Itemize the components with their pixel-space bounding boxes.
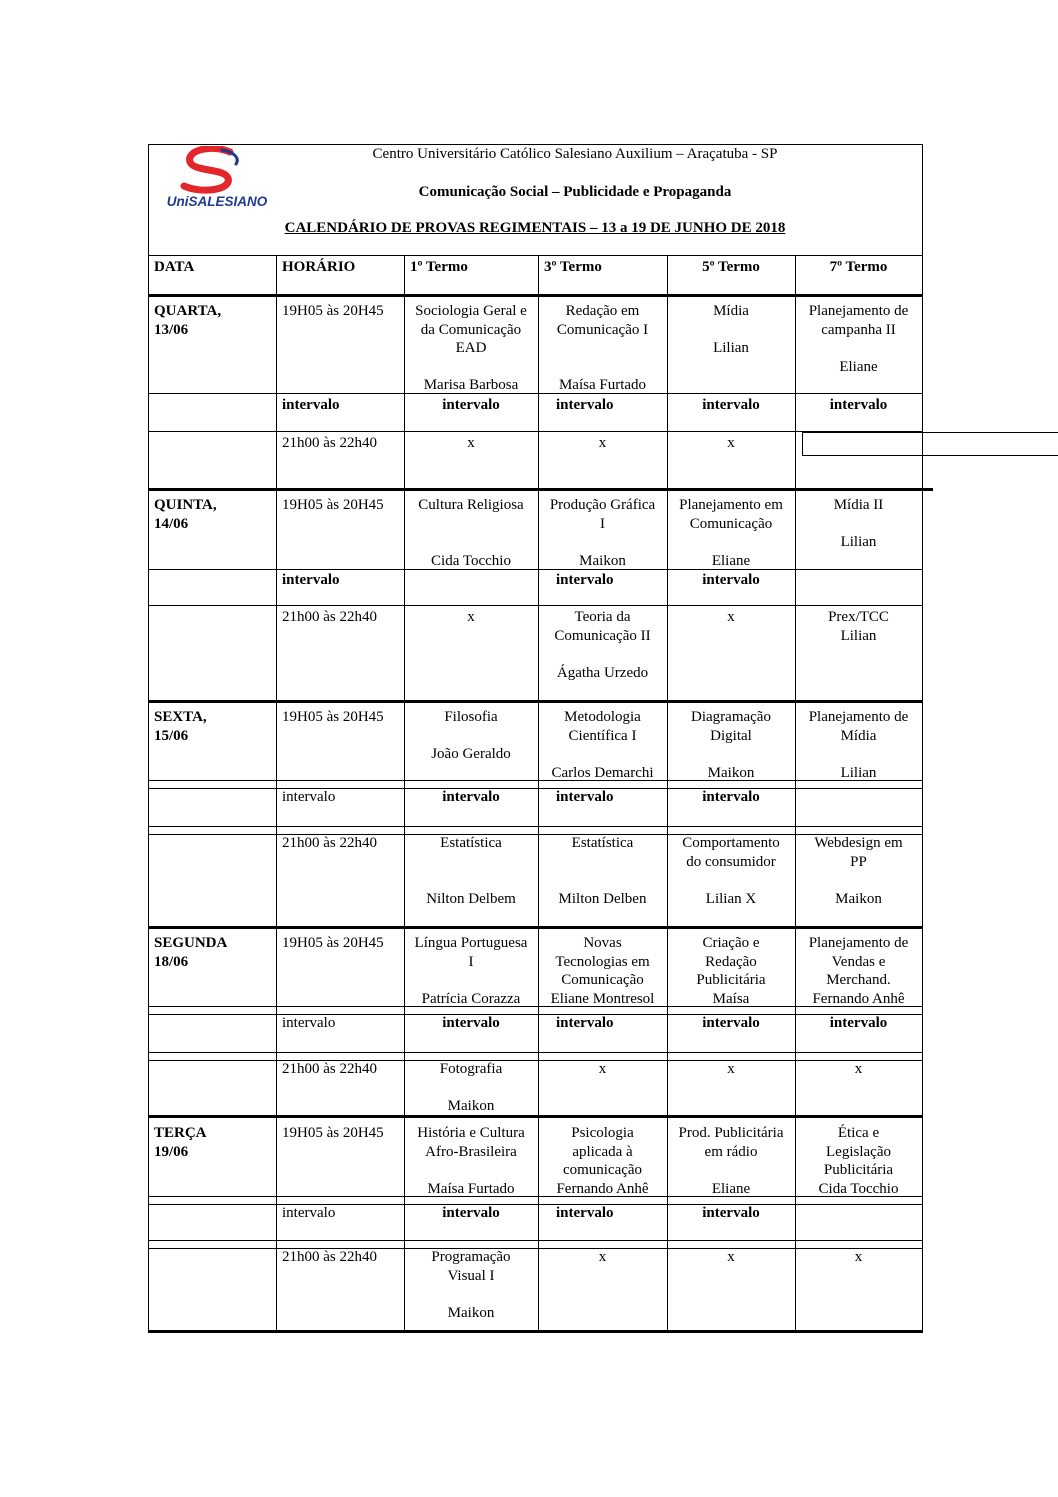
break-cell: intervalo [829, 1015, 888, 1031]
break-cell: intervalo [556, 397, 614, 413]
date-cell: QUINTA, 14/06 [154, 497, 217, 532]
exam-cell: Redação em Comunicação I Maísa Furtado [556, 303, 649, 393]
time-cell: 19H05 às 20H45 [282, 497, 384, 513]
course-name: Comunicação Social – Publicidade e Propaganda [418, 184, 732, 200]
column-divider [667, 703, 668, 926]
frame-right [922, 144, 923, 1332]
column-divider [795, 703, 796, 926]
exam-cell: Novas Tecnologias em Comunicação Eliane Montresol [550, 935, 655, 1007]
exam-cell: x [727, 435, 735, 451]
exam-cell: Produção Gráfica I Maikon [549, 497, 656, 569]
exam-cell: Metodologia Científica I Carlos Demarchi [551, 709, 654, 781]
column-divider [667, 1118, 668, 1330]
column-divider [667, 929, 668, 1115]
slot2-top-line [148, 605, 923, 606]
exam-cell: Estatística Nilton Delbem [426, 835, 516, 907]
column-divider [276, 1118, 277, 1330]
exam-cell: Planejamento de campanha II Eliane [808, 303, 909, 375]
column-divider [404, 929, 405, 1115]
column-divider [667, 297, 668, 488]
exam-cell: Mídia Lilian [713, 303, 749, 356]
break-cell: intervalo [556, 789, 614, 805]
column-divider [404, 297, 405, 488]
column-divider [795, 255, 796, 294]
break-cell: intervalo [442, 789, 500, 805]
column-divider [667, 255, 668, 294]
column-divider [276, 297, 277, 488]
column-divider [667, 491, 668, 700]
exam-cell: x [727, 609, 735, 625]
exam-cell: Criação e Redação Publicitária Maísa [696, 935, 766, 1007]
column-divider [538, 297, 539, 488]
column-divider [795, 297, 796, 488]
slot2-top-line [148, 826, 923, 827]
exam-cell: Planejamento de Mídia Lilian [808, 709, 909, 781]
exam-cell: Estatística Milton Delben [558, 835, 647, 907]
exam-cell: x [598, 1061, 607, 1077]
break-time-cell: intervalo [282, 397, 340, 413]
column-header: DATA [154, 259, 195, 275]
exam-cell: Ética e Legislação Publicitária Cida Tocchio [818, 1125, 899, 1197]
day-separator [148, 1115, 923, 1118]
exam-cell: x [598, 435, 607, 451]
column-header: 1º Termo [410, 259, 468, 275]
column-header: HORÁRIO [282, 259, 356, 275]
exam-cell: x [467, 435, 475, 451]
exam-cell: Prex/TCC Lilian [828, 609, 889, 644]
logo-s-icon [162, 146, 272, 196]
exam-cell: Mídia II Lilian [833, 497, 884, 550]
exam-cell: Diagramação Digital Maikon [691, 709, 771, 781]
exam-cell: Comportamento do consumidor Lilian X [682, 835, 780, 907]
exam-cell: Programação Visual I Maikon [431, 1249, 511, 1321]
exam-cell: História e Cultura Afro-Brasileira Maísa Furtado [417, 1125, 525, 1197]
column-divider [276, 491, 277, 700]
column-divider [538, 703, 539, 926]
break-top-line [148, 1006, 923, 1007]
day-separator [148, 700, 923, 703]
date-cell: TERÇA 19/06 [154, 1125, 207, 1160]
exam-cell: Planejamento de Vendas e Merchand. Fernando Anhê [808, 935, 909, 1007]
column-header: 3º Termo [544, 259, 602, 275]
exam-cell: Cultura Religiosa Cida Tocchio [418, 497, 524, 569]
break-cell: intervalo [702, 572, 760, 588]
logo-text: UniSALESIANO [166, 194, 268, 209]
unisalesiano-logo [162, 146, 272, 216]
slot2-top-line [148, 1240, 923, 1241]
column-divider [404, 1118, 405, 1330]
page-title: CALENDÁRIO DE PROVAS REGIMENTAIS – 13 a 19 DE JUNHO DE 2018 [284, 220, 786, 236]
column-divider [538, 929, 539, 1115]
exam-cell: Prod. Publicitária em rádio Eliane [678, 1125, 784, 1197]
exam-cell: Psicologia aplicada à comunicação Fernando Anhê [556, 1125, 649, 1197]
break-time-cell: intervalo [282, 1205, 336, 1221]
time-cell: 21h00 às 22h40 [282, 835, 377, 851]
exam-cell: Filosofia João Geraldo [431, 709, 511, 762]
break-top-line [148, 393, 923, 394]
exam-cell: Planejamento em Comunicação Eliane [679, 497, 783, 569]
institution-name: Centro Universitário Católico Salesiano Auxilium – Araçatuba - SP [372, 146, 778, 162]
break-top-line [148, 1196, 923, 1197]
column-divider [276, 255, 277, 294]
stray-box [802, 432, 1058, 456]
time-cell: 19H05 às 20H45 [282, 935, 384, 951]
time-cell: 19H05 às 20H45 [282, 1125, 384, 1141]
break-cell: intervalo [702, 1015, 760, 1031]
exam-cell: Webdesign em PP Maikon [814, 835, 903, 907]
exam-cell: x [467, 609, 475, 625]
column-divider [538, 255, 539, 294]
break-cell: intervalo [442, 397, 500, 413]
break-top-line [148, 569, 923, 570]
time-cell: 21h00 às 22h40 [282, 609, 377, 625]
break-cell: intervalo [702, 1205, 760, 1221]
column-divider [795, 1118, 796, 1330]
column-divider [795, 491, 796, 700]
exam-cell: x [598, 1249, 607, 1265]
column-divider [404, 703, 405, 926]
time-cell: 19H05 às 20H45 [282, 709, 384, 725]
break-cell: intervalo [442, 1205, 500, 1221]
break-cell: intervalo [556, 1205, 614, 1221]
break-cell: intervalo [702, 789, 760, 805]
time-cell: 21h00 às 22h40 [282, 1249, 377, 1265]
exam-cell: Teoria da Comunicação II Ágatha Urzedo [554, 609, 651, 681]
exam-cell: x [854, 1061, 863, 1077]
column-divider [795, 929, 796, 1115]
column-header: 5º Termo [702, 259, 760, 275]
break-time-cell: intervalo [282, 789, 336, 805]
time-cell: 21h00 às 22h40 [282, 435, 377, 451]
column-divider [276, 929, 277, 1115]
exam-cell: x [727, 1249, 735, 1265]
break-time-cell: intervalo [282, 1015, 336, 1031]
header-top-line [148, 255, 923, 256]
header-bottom-line [148, 294, 923, 297]
column-divider [404, 491, 405, 700]
time-cell: 19H05 às 20H45 [282, 303, 384, 319]
exam-cell: x [854, 1249, 863, 1265]
column-divider [538, 491, 539, 700]
date-cell: QUARTA, 13/06 [154, 303, 222, 338]
day-separator [148, 488, 933, 491]
exam-cell: Sociologia Geral e da Comunicação EAD Marisa Barbosa [415, 303, 527, 393]
date-cell: SEGUNDA 18/06 [154, 935, 228, 970]
break-top-line [148, 780, 923, 781]
exam-cell: Língua Portuguesa I Patrícia Corazza [414, 935, 528, 1007]
slot2-top-line [148, 1052, 923, 1053]
column-divider [538, 1118, 539, 1330]
column-header: 7º Termo [829, 259, 888, 275]
break-cell: intervalo [442, 1015, 500, 1031]
date-cell: SEXTA, 15/06 [154, 709, 207, 744]
break-cell: intervalo [829, 397, 888, 413]
frame-top [148, 144, 923, 145]
break-cell: intervalo [702, 397, 760, 413]
column-divider [276, 703, 277, 926]
break-cell: intervalo [556, 1015, 614, 1031]
frame-left [148, 144, 149, 1332]
column-divider [404, 255, 405, 294]
time-cell: 21h00 às 22h40 [282, 1061, 377, 1077]
day-separator [148, 1330, 923, 1333]
break-time-cell: intervalo [282, 572, 340, 588]
exam-cell: x [727, 1061, 735, 1077]
day-separator [148, 926, 923, 929]
exam-cell: Fotografia Maikon [439, 1061, 503, 1114]
break-cell: intervalo [556, 572, 614, 588]
